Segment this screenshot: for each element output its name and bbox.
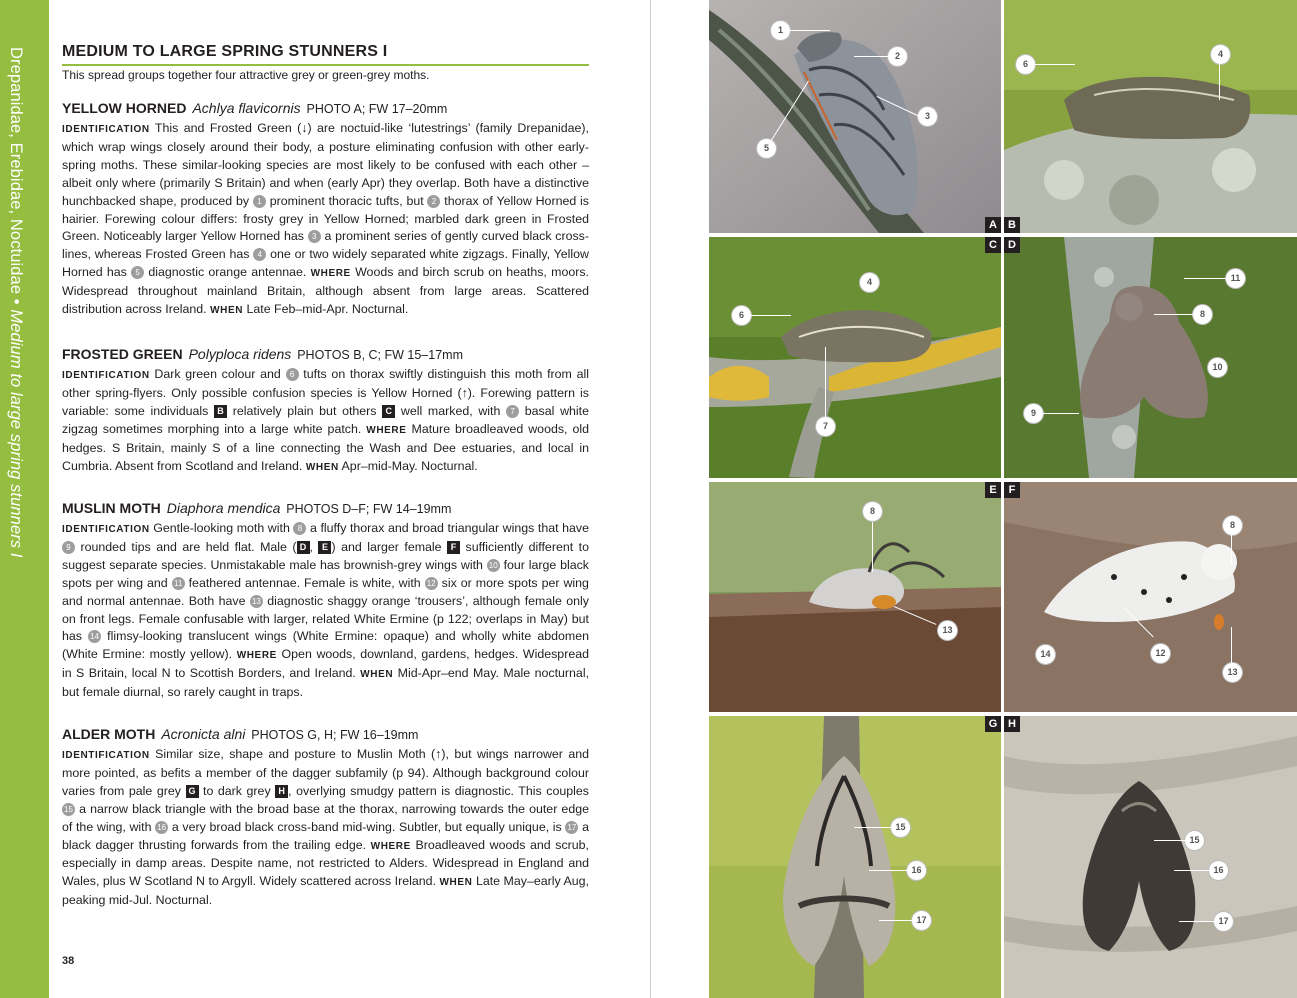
species-meta: PHOTOS B, C; FW 15–17mm xyxy=(297,348,463,362)
when-keyword: WHEN xyxy=(439,877,473,889)
text-run: basal white zigzag sometimes morphing into a large white patch. xyxy=(62,403,589,436)
text-run: Apr–mid-May. Nocturnal. xyxy=(341,458,478,473)
moth-photo-illustration xyxy=(1004,482,1297,712)
feature-number-badge: 12 xyxy=(425,577,438,590)
callout-number: 13 xyxy=(1223,663,1242,682)
callout-number: 6 xyxy=(1016,55,1035,74)
text-run: one or two widely separated white zigzags. Finally, Yellow Horned has xyxy=(62,247,589,280)
photo-g-alder-moth-pale xyxy=(709,716,1001,998)
species-frosted-green xyxy=(62,346,589,476)
callout-leader-line xyxy=(1035,64,1075,65)
text-run: thorax of Yellow Horned is hairier. Forewing colour differs: frosty grey in Yellow Horned; marbled dark green in Frosted Green. Noticeably larger Yellow Horned has xyxy=(62,193,589,244)
text-run: a black dagger thrusting forwards from the trailing edge. xyxy=(62,819,590,852)
text-run: Late May–early Aug, peaking mid-Jul. Nocturnal. xyxy=(62,874,589,908)
feature-number-badge: 8 xyxy=(293,522,306,535)
photo-label-d: D xyxy=(1004,237,1020,253)
callout-leader-line xyxy=(1184,278,1226,279)
text-run: flimsy-looking translucent wings (White Ermine: opaque) and wholly white abdomen (White Ermine: mostly yellow). xyxy=(62,629,589,662)
callout-leader-line xyxy=(854,56,888,57)
callout-leader-line xyxy=(1154,840,1185,841)
feature-number-badge: 14 xyxy=(88,630,101,643)
text-run: prominent thoracic tufts, but xyxy=(269,193,424,208)
callout-number: 8 xyxy=(1193,305,1212,324)
callout-leader-line xyxy=(790,30,830,31)
species-alder-moth xyxy=(62,726,589,910)
callout-leader-line xyxy=(1231,535,1232,565)
callout-number: 6 xyxy=(732,306,751,325)
feature-number-badge: 4 xyxy=(253,248,266,261)
identification-keyword: IDENTIFICATION xyxy=(62,524,150,535)
callout-number: 4 xyxy=(1211,45,1230,64)
callout-number: 10 xyxy=(1208,358,1227,377)
photo-h-alder-moth-dark xyxy=(1004,716,1297,998)
feature-number-badge: 10 xyxy=(487,559,500,572)
callout-number: 1 xyxy=(771,21,790,40)
text-run: diagnostic shaggy orange ‘trousers’, although female only on front legs. Female confusable with larger, related White Ermine (p 122; overlaps in May) but has xyxy=(62,593,589,644)
text-run: , overlying smudgy pattern is diagnostic. This couples xyxy=(288,783,589,798)
intro-text: This spread groups together four attractive grey or green-grey moths. xyxy=(62,68,430,82)
species-name: YELLOW HORNED xyxy=(62,100,187,116)
photo-label-c: C xyxy=(985,237,1001,253)
text-run: Late Feb–mid-Apr. Nocturnal. xyxy=(246,302,409,317)
callout-leader-line xyxy=(1174,870,1209,871)
callout-leader-line xyxy=(872,522,873,572)
text-run: tufts on thorax swiftly distinguish this moth from all other spring-flyers. Only possible confusion species is Yellow Horned (↑). Forewing pattern is variable: some individuals xyxy=(62,367,589,418)
page-gutter xyxy=(650,0,651,998)
callout-leader-line xyxy=(751,315,791,316)
text-run: a very broad black cross-band mid-wing. Subtler, but equally unique, is xyxy=(171,819,562,834)
photo-f-muslin-female xyxy=(1004,482,1297,712)
callout-number: 13 xyxy=(938,621,957,640)
callout-number: 16 xyxy=(907,861,926,880)
text-run: Similar size, shape and posture to Muslin Moth (↑), but wings narrower and more pointed, as befits a member of the dagger subfamily (p 94). Although background colour varies from pale grey xyxy=(62,747,589,798)
photo-label-a: A xyxy=(985,217,1001,233)
photo-b-frosted-green xyxy=(1004,0,1297,233)
where-keyword: WHERE xyxy=(310,268,351,280)
species-meta: PHOTO A; FW 17–20mm xyxy=(306,102,448,116)
text-run: Dark green colour and xyxy=(154,367,281,381)
callout-number: 4 xyxy=(860,273,879,292)
species-scientific-name: Diaphora mendica xyxy=(166,500,281,516)
callout-leader-line xyxy=(1043,413,1079,414)
moth-photo-illustration xyxy=(709,482,1001,712)
sidebar-section-title xyxy=(6,47,25,558)
photo-letter-badge: G xyxy=(186,785,199,798)
text-run: a fluffy thorax and broad triangular wings that have xyxy=(310,521,590,535)
feature-number-badge: 15 xyxy=(62,803,75,816)
text-run: Mid-Apr–end May. Male nocturnal, but female diurnal, so rarely caught in traps. xyxy=(62,666,590,700)
callout-number: 14 xyxy=(1036,645,1055,664)
photo-label-b: B xyxy=(1004,217,1020,233)
photo-letter-badge: B xyxy=(214,405,227,418)
moth-photo-illustration xyxy=(1004,716,1297,998)
species-scientific-name: Polyploca ridens xyxy=(188,346,292,362)
species-name: FROSTED GREEN xyxy=(62,346,183,362)
callout-number: 8 xyxy=(863,502,882,521)
photo-label-f: F xyxy=(1004,482,1020,498)
sidebar-families: Drepanidae, Erebidae, Noctuidae xyxy=(7,47,25,295)
text-run: sufficiently different to suggest separate species. Unmistakable male has brownish-grey wings with xyxy=(62,539,589,572)
moth-photo-illustration xyxy=(1004,0,1297,233)
callout-leader-line xyxy=(825,347,826,417)
species-meta: PHOTOS D–F; FW 14–19mm xyxy=(286,502,452,516)
text-run: well marked, with xyxy=(400,403,501,418)
callout-leader-line xyxy=(1179,921,1214,922)
species-description xyxy=(62,120,589,320)
photo-d-muslin-male xyxy=(1004,237,1297,478)
text-run: six or more spots per wing and normal antennae. Both have xyxy=(62,575,589,608)
text-run: This and Frosted Green (↓) are noctuid-like ‘lutestrings’ (family Drepanidae), which wrap wings closely around their body, a posture eliminating confusion with other early-spring moths. These similar-looking species are most likely to be confused with each other – albeit only where (primarily S Britain) and when (early Apr) they overlap. Both have a distinctive hunchbacked shape, produced by xyxy=(62,121,590,208)
text-run: a narrow black triangle with the broad base at the thorax, narrowing towards the outer edge of the wing, with xyxy=(62,801,589,834)
text-run: , xyxy=(309,539,313,554)
species-name: ALDER MOTH xyxy=(62,726,156,742)
callout-number: 3 xyxy=(918,107,937,126)
moth-photo-illustration xyxy=(709,716,1001,998)
sidebar-bullet: • xyxy=(7,298,25,305)
page-number: 38 xyxy=(62,955,75,967)
callout-number: 17 xyxy=(912,911,931,930)
feature-number-badge: 13 xyxy=(250,595,263,608)
species-heading xyxy=(62,726,589,744)
text-run: Woods and birch scrub on heaths, moors. Widespread throughout mainland Britain, although absent from large areas. Scattered distribution across Ireland. xyxy=(62,265,589,317)
callout-number: 17 xyxy=(1214,912,1233,931)
callout-leader-line xyxy=(879,920,912,921)
where-keyword: WHERE xyxy=(236,650,277,662)
callout-leader-line xyxy=(869,870,907,871)
photo-e-muslin-male xyxy=(709,482,1001,712)
feature-number-badge: 17 xyxy=(565,821,578,834)
feature-number-badge: 3 xyxy=(308,230,321,243)
photo-label-h: H xyxy=(1004,716,1020,732)
identification-keyword: IDENTIFICATION xyxy=(62,370,150,381)
callout-number: 7 xyxy=(816,417,835,436)
moth-photo-illustration xyxy=(709,237,1001,478)
species-heading xyxy=(62,500,589,518)
text-run: Gentle-looking moth with xyxy=(153,521,290,535)
identification-keyword: IDENTIFICATION xyxy=(62,124,150,135)
text-run: diagnostic orange antennae. xyxy=(148,265,307,280)
species-name: MUSLIN MOTH xyxy=(62,500,161,516)
callout-leader-line xyxy=(1154,314,1193,315)
species-description xyxy=(62,746,589,910)
photo-letter-badge: E xyxy=(318,541,331,554)
feature-number-badge: 16 xyxy=(155,821,168,834)
photo-label-e: E xyxy=(985,482,1001,498)
feature-number-badge: 5 xyxy=(131,266,144,279)
species-scientific-name: Achlya flavicornis xyxy=(192,100,301,116)
species-description xyxy=(62,366,589,476)
text-run: ) and larger female xyxy=(331,539,442,554)
callout-leader-line xyxy=(1231,627,1232,663)
section-sidebar xyxy=(0,0,49,998)
text-run: Mature broadleaved woods, old hedges. S Britain, mainly S of a line connecting the Wash and Dee estuaries, and local in Cumbria. Absent from Scotland and Ireland. xyxy=(62,421,590,473)
photo-letter-badge: H xyxy=(275,785,288,798)
photo-label-g: G xyxy=(985,716,1001,732)
feature-number-badge: 1 xyxy=(253,195,266,208)
callout-number: 9 xyxy=(1024,404,1043,423)
photo-letter-badge: C xyxy=(382,405,395,418)
callout-number: 12 xyxy=(1151,644,1170,663)
identification-keyword: IDENTIFICATION xyxy=(62,750,150,761)
callout-number: 11 xyxy=(1226,269,1245,288)
text-run: four large black spots per wing and xyxy=(62,557,589,590)
feature-number-badge: 2 xyxy=(427,195,440,208)
callout-number: 15 xyxy=(891,818,910,837)
when-keyword: WHEN xyxy=(360,669,394,681)
text-run: Broadleaved woods and scrub, especially in damp areas. Despite name, not restricted to Alders. Widespread in England and Wales, plus W Scotland N to Argyll. Widely scattered across Ireland. xyxy=(62,837,589,889)
photo-c-frosted-green xyxy=(709,237,1001,478)
text-run: rounded tips and are held flat. Male ( xyxy=(80,539,297,554)
callout-number: 8 xyxy=(1223,516,1242,535)
text-run: feathered antennae. Female is white, with xyxy=(188,575,421,590)
species-heading xyxy=(62,346,589,364)
title-rule xyxy=(62,64,589,66)
text-run: Open woods, downland, gardens, hedges. Widespread in S Britain, local N to Scottish Borders, and Ireland. xyxy=(62,647,589,681)
photo-letter-badge: D xyxy=(297,541,310,554)
species-heading xyxy=(62,100,589,118)
callout-number: 16 xyxy=(1209,861,1228,880)
sidebar-section-name: Medium to large spring stunners I xyxy=(7,309,25,558)
photo-letter-badge: F xyxy=(447,541,460,554)
text-run: relatively plain but others xyxy=(232,403,377,418)
feature-number-badge: 6 xyxy=(286,368,299,381)
moth-photo-illustration xyxy=(1004,237,1297,478)
callout-number: 15 xyxy=(1185,831,1204,850)
feature-number-badge: 7 xyxy=(506,405,519,418)
feature-number-badge: 11 xyxy=(172,577,185,590)
where-keyword: WHERE xyxy=(366,424,407,436)
species-meta: PHOTOS G, H; FW 16–19mm xyxy=(251,728,419,742)
species-muslin-moth xyxy=(62,500,589,702)
species-yellow-horned xyxy=(62,100,589,320)
callout-leader-line xyxy=(1219,64,1220,100)
callout-leader-line xyxy=(854,827,891,828)
callout-number: 2 xyxy=(888,47,907,66)
when-keyword: WHEN xyxy=(305,461,339,473)
where-keyword: WHERE xyxy=(370,840,411,852)
page-title: MEDIUM TO LARGE SPRING STUNNERS I xyxy=(62,43,388,60)
feature-number-badge: 9 xyxy=(62,541,75,554)
text-run: to dark grey xyxy=(203,783,271,798)
callout-number: 5 xyxy=(757,139,776,158)
species-scientific-name: Acronicta alni xyxy=(161,726,246,742)
photo-a-yellow-horned xyxy=(709,0,1001,233)
species-description xyxy=(62,520,589,702)
moth-photo-illustration xyxy=(709,0,1001,233)
when-keyword: WHEN xyxy=(210,305,244,317)
text-run: a prominent series of gently curved black cross-lines, whereas Frosted Green has xyxy=(62,229,589,262)
